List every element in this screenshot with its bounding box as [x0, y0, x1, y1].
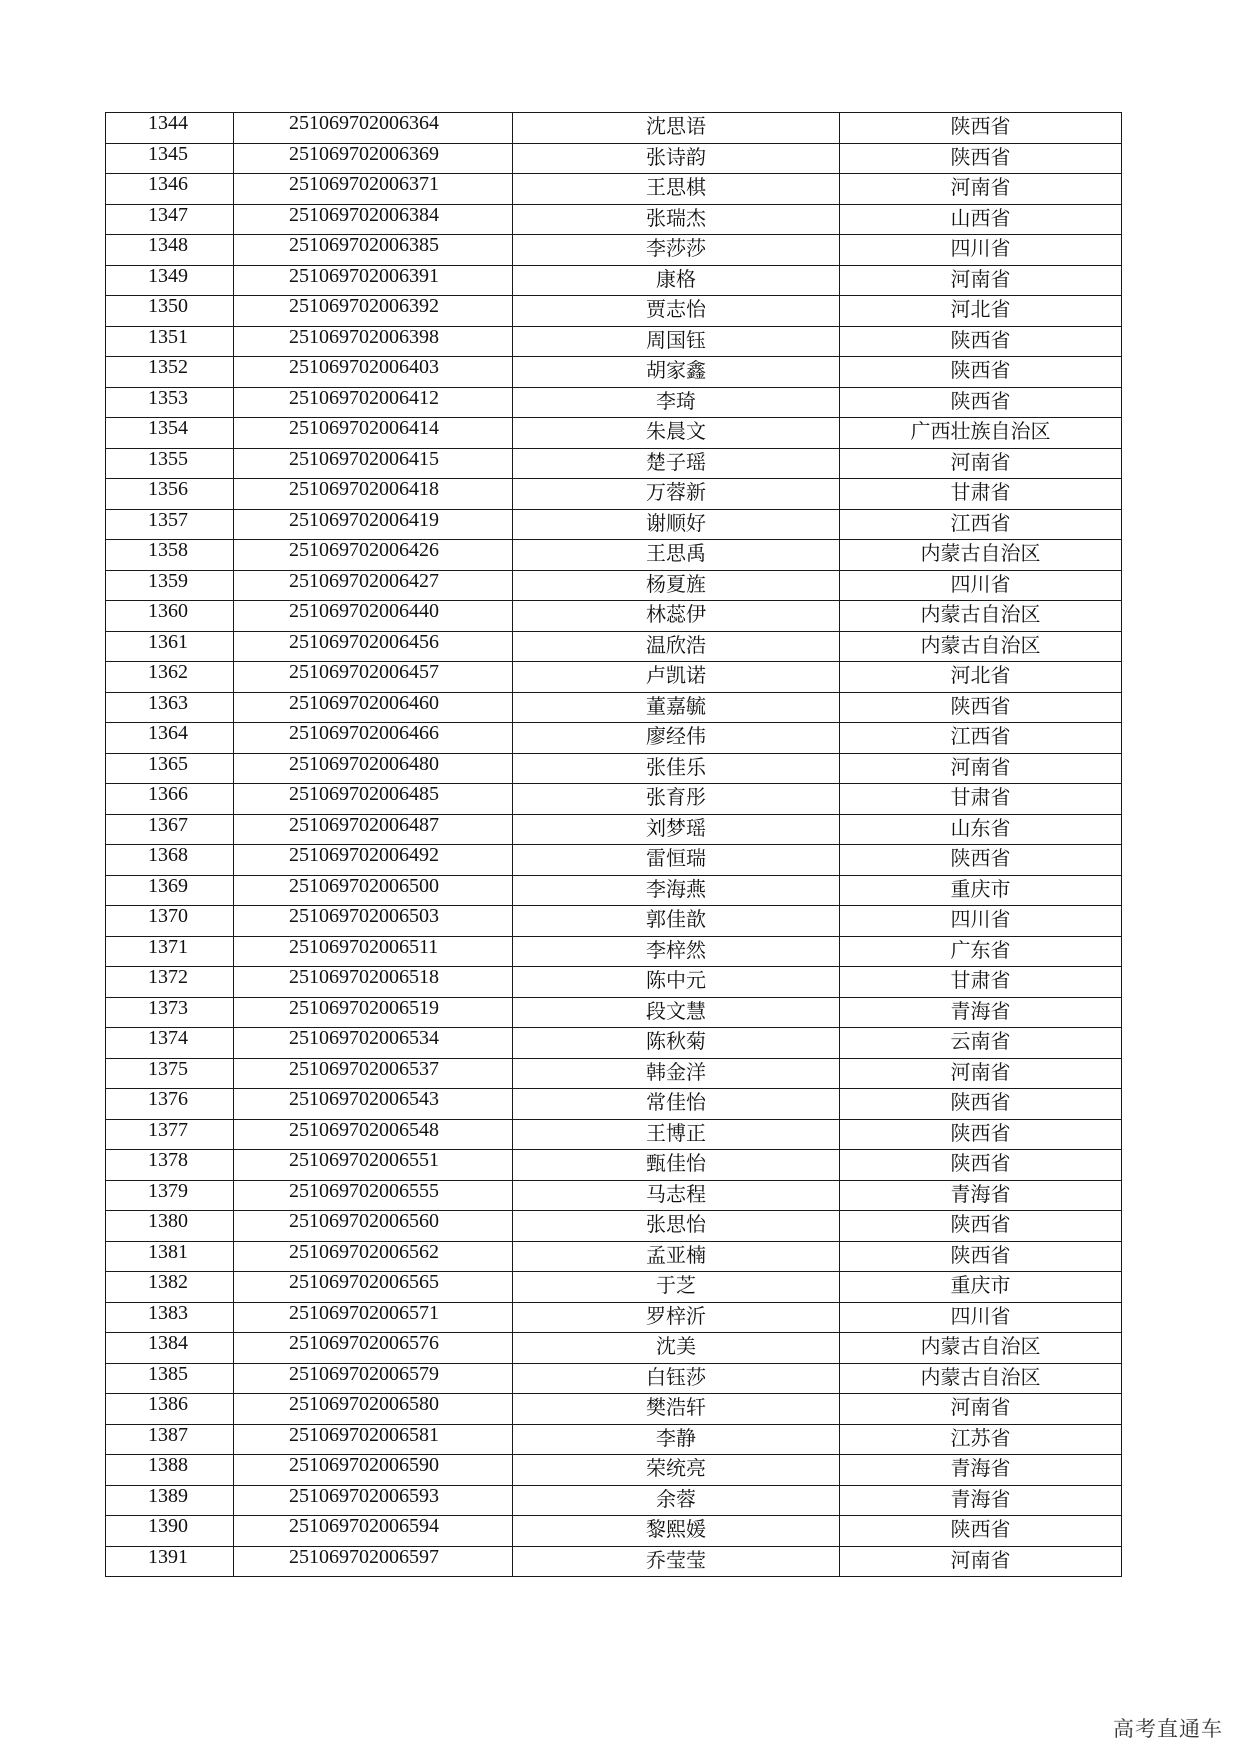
- cell-province: 河南省: [840, 753, 1122, 784]
- roster-table: [105, 112, 1122, 1577]
- cell-seq: 1372: [106, 967, 234, 998]
- table-row: [106, 1394, 1122, 1425]
- cell-seq: 1374: [106, 1028, 234, 1059]
- cell-province: 四川省: [840, 1302, 1122, 1333]
- cell-candidate-id: 251069702006518: [234, 967, 513, 998]
- cell-province: 陕西省: [840, 1119, 1122, 1150]
- cell-seq: 1391: [106, 1546, 234, 1577]
- cell-province: 河南省: [840, 448, 1122, 479]
- cell-province: 陕西省: [840, 326, 1122, 357]
- cell-candidate-id: 251069702006548: [234, 1119, 513, 1150]
- table-row: [106, 784, 1122, 815]
- cell-province: 内蒙古自治区: [840, 601, 1122, 632]
- table-row: [106, 967, 1122, 998]
- cell-candidate-id: 251069702006565: [234, 1272, 513, 1303]
- cell-name: 李莎莎: [513, 235, 840, 266]
- cell-candidate-id: 251069702006503: [234, 906, 513, 937]
- cell-name: 张育彤: [513, 784, 840, 815]
- cell-seq: 1349: [106, 265, 234, 296]
- cell-name: 李静: [513, 1424, 840, 1455]
- cell-province: 河南省: [840, 1394, 1122, 1425]
- table-row: [106, 1272, 1122, 1303]
- table-row: [106, 570, 1122, 601]
- cell-seq: 1375: [106, 1058, 234, 1089]
- cell-seq: 1350: [106, 296, 234, 327]
- cell-seq: 1369: [106, 875, 234, 906]
- cell-name: 樊浩轩: [513, 1394, 840, 1425]
- table-row: [106, 1516, 1122, 1547]
- cell-candidate-id: 251069702006398: [234, 326, 513, 357]
- cell-name: 王博正: [513, 1119, 840, 1150]
- cell-seq: 1353: [106, 387, 234, 418]
- cell-name: 沈思语: [513, 113, 840, 144]
- cell-province: 甘肃省: [840, 784, 1122, 815]
- cell-candidate-id: 251069702006466: [234, 723, 513, 754]
- table-row: [106, 387, 1122, 418]
- cell-province: 陕西省: [840, 1089, 1122, 1120]
- cell-candidate-id: 251069702006385: [234, 235, 513, 266]
- cell-candidate-id: 251069702006418: [234, 479, 513, 510]
- cell-seq: 1385: [106, 1363, 234, 1394]
- cell-province: 陕西省: [840, 1150, 1122, 1181]
- table-row: [106, 1455, 1122, 1486]
- cell-province: 河北省: [840, 662, 1122, 693]
- cell-province: 重庆市: [840, 875, 1122, 906]
- cell-province: 内蒙古自治区: [840, 540, 1122, 571]
- cell-seq: 1354: [106, 418, 234, 449]
- table-row: [106, 875, 1122, 906]
- cell-candidate-id: 251069702006560: [234, 1211, 513, 1242]
- table-row: [106, 1058, 1122, 1089]
- cell-province: 青海省: [840, 997, 1122, 1028]
- cell-candidate-id: 251069702006384: [234, 204, 513, 235]
- cell-name: 廖经伟: [513, 723, 840, 754]
- cell-candidate-id: 251069702006419: [234, 509, 513, 540]
- cell-seq: 1357: [106, 509, 234, 540]
- cell-province: 陕西省: [840, 113, 1122, 144]
- cell-candidate-id: 251069702006579: [234, 1363, 513, 1394]
- cell-province: 四川省: [840, 235, 1122, 266]
- cell-name: 康格: [513, 265, 840, 296]
- cell-seq: 1347: [106, 204, 234, 235]
- cell-province: 河南省: [840, 174, 1122, 205]
- cell-name: 李梓然: [513, 936, 840, 967]
- cell-candidate-id: 251069702006414: [234, 418, 513, 449]
- cell-province: 陕西省: [840, 1516, 1122, 1547]
- cell-seq: 1371: [106, 936, 234, 967]
- cell-candidate-id: 251069702006593: [234, 1485, 513, 1516]
- cell-province: 四川省: [840, 570, 1122, 601]
- cell-province: 江西省: [840, 509, 1122, 540]
- cell-seq: 1351: [106, 326, 234, 357]
- cell-candidate-id: 251069702006412: [234, 387, 513, 418]
- cell-candidate-id: 251069702006480: [234, 753, 513, 784]
- table-row: [106, 296, 1122, 327]
- cell-province: 陕西省: [840, 357, 1122, 388]
- cell-seq: 1366: [106, 784, 234, 815]
- cell-candidate-id: 251069702006511: [234, 936, 513, 967]
- cell-province: 河南省: [840, 1058, 1122, 1089]
- cell-seq: 1364: [106, 723, 234, 754]
- table-row: [106, 723, 1122, 754]
- cell-seq: 1386: [106, 1394, 234, 1425]
- cell-province: 甘肃省: [840, 479, 1122, 510]
- cell-seq: 1388: [106, 1455, 234, 1486]
- table-row: [106, 1089, 1122, 1120]
- cell-name: 陈秋菊: [513, 1028, 840, 1059]
- cell-province: 内蒙古自治区: [840, 631, 1122, 662]
- cell-seq: 1383: [106, 1302, 234, 1333]
- table-row: [106, 1302, 1122, 1333]
- table-row: [106, 997, 1122, 1028]
- table-row: [106, 662, 1122, 693]
- cell-candidate-id: 251069702006415: [234, 448, 513, 479]
- cell-seq: 1345: [106, 143, 234, 174]
- cell-candidate-id: 251069702006594: [234, 1516, 513, 1547]
- cell-name: 温欣浩: [513, 631, 840, 662]
- cell-seq: 1355: [106, 448, 234, 479]
- cell-seq: 1358: [106, 540, 234, 571]
- table-row: [106, 265, 1122, 296]
- cell-seq: 1382: [106, 1272, 234, 1303]
- cell-name: 杨夏旌: [513, 570, 840, 601]
- table-row: [106, 448, 1122, 479]
- cell-name: 雷恒瑞: [513, 845, 840, 876]
- cell-seq: 1379: [106, 1180, 234, 1211]
- table-row: [106, 1485, 1122, 1516]
- cell-candidate-id: 251069702006485: [234, 784, 513, 815]
- table-row: [106, 1424, 1122, 1455]
- cell-province: 陕西省: [840, 1211, 1122, 1242]
- cell-province: 陕西省: [840, 1241, 1122, 1272]
- table-row: [106, 936, 1122, 967]
- cell-name: 余蓉: [513, 1485, 840, 1516]
- cell-seq: 1360: [106, 601, 234, 632]
- table-row: [106, 814, 1122, 845]
- cell-candidate-id: 251069702006487: [234, 814, 513, 845]
- cell-candidate-id: 251069702006562: [234, 1241, 513, 1272]
- cell-seq: 1381: [106, 1241, 234, 1272]
- cell-name: 王思棋: [513, 174, 840, 205]
- cell-province: 江苏省: [840, 1424, 1122, 1455]
- cell-candidate-id: 251069702006580: [234, 1394, 513, 1425]
- cell-name: 常佳怡: [513, 1089, 840, 1120]
- cell-seq: 1352: [106, 357, 234, 388]
- cell-candidate-id: 251069702006534: [234, 1028, 513, 1059]
- cell-candidate-id: 251069702006369: [234, 143, 513, 174]
- table-row: [106, 845, 1122, 876]
- cell-seq: 1390: [106, 1516, 234, 1547]
- table-row: [106, 326, 1122, 357]
- cell-name: 张思怡: [513, 1211, 840, 1242]
- cell-seq: 1361: [106, 631, 234, 662]
- cell-province: 青海省: [840, 1455, 1122, 1486]
- cell-candidate-id: 251069702006364: [234, 113, 513, 144]
- cell-candidate-id: 251069702006571: [234, 1302, 513, 1333]
- table-row: [106, 601, 1122, 632]
- table-row: [106, 1180, 1122, 1211]
- cell-province: 云南省: [840, 1028, 1122, 1059]
- cell-name: 王思禹: [513, 540, 840, 571]
- cell-candidate-id: 251069702006426: [234, 540, 513, 571]
- cell-seq: 1380: [106, 1211, 234, 1242]
- cell-province: 四川省: [840, 906, 1122, 937]
- cell-province: 内蒙古自治区: [840, 1333, 1122, 1364]
- table-row: [106, 1333, 1122, 1364]
- cell-name: 段文慧: [513, 997, 840, 1028]
- cell-name: 林蕊伊: [513, 601, 840, 632]
- cell-province: 甘肃省: [840, 967, 1122, 998]
- cell-name: 贾志怡: [513, 296, 840, 327]
- cell-seq: 1367: [106, 814, 234, 845]
- cell-name: 陈中元: [513, 967, 840, 998]
- cell-seq: 1376: [106, 1089, 234, 1120]
- cell-name: 乔莹莹: [513, 1546, 840, 1577]
- table-row: [106, 631, 1122, 662]
- table-row: [106, 1028, 1122, 1059]
- watermark-text: 高考直通车: [1113, 1717, 1223, 1741]
- table-row: [106, 1546, 1122, 1577]
- cell-seq: 1348: [106, 235, 234, 266]
- cell-name: 甄佳怡: [513, 1150, 840, 1181]
- table-row: [106, 540, 1122, 571]
- table-row: [106, 1150, 1122, 1181]
- cell-seq: 1387: [106, 1424, 234, 1455]
- cell-seq: 1373: [106, 997, 234, 1028]
- table-row: [106, 143, 1122, 174]
- table-row: [106, 235, 1122, 266]
- cell-name: 沈美: [513, 1333, 840, 1364]
- cell-candidate-id: 251069702006492: [234, 845, 513, 876]
- cell-seq: 1378: [106, 1150, 234, 1181]
- cell-province: 河北省: [840, 296, 1122, 327]
- cell-name: 万蓉新: [513, 479, 840, 510]
- cell-name: 谢顺好: [513, 509, 840, 540]
- cell-province: 江西省: [840, 723, 1122, 754]
- cell-name: 荣统亮: [513, 1455, 840, 1486]
- cell-province: 青海省: [840, 1485, 1122, 1516]
- table-row: [106, 692, 1122, 723]
- cell-name: 李海燕: [513, 875, 840, 906]
- cell-name: 黎熙媛: [513, 1516, 840, 1547]
- cell-candidate-id: 251069702006590: [234, 1455, 513, 1486]
- cell-name: 韩金洋: [513, 1058, 840, 1089]
- cell-province: 重庆市: [840, 1272, 1122, 1303]
- cell-name: 卢凯诺: [513, 662, 840, 693]
- cell-candidate-id: 251069702006551: [234, 1150, 513, 1181]
- table-row: [106, 1119, 1122, 1150]
- cell-province: 山西省: [840, 204, 1122, 235]
- cell-province: 陕西省: [840, 845, 1122, 876]
- cell-candidate-id: 251069702006576: [234, 1333, 513, 1364]
- cell-province: 内蒙古自治区: [840, 1363, 1122, 1394]
- cell-province: 陕西省: [840, 692, 1122, 723]
- cell-province: 广东省: [840, 936, 1122, 967]
- cell-candidate-id: 251069702006543: [234, 1089, 513, 1120]
- table-row: [106, 1211, 1122, 1242]
- cell-province: 河南省: [840, 265, 1122, 296]
- cell-candidate-id: 251069702006537: [234, 1058, 513, 1089]
- cell-name: 白钰莎: [513, 1363, 840, 1394]
- cell-candidate-id: 251069702006457: [234, 662, 513, 693]
- cell-name: 朱晨文: [513, 418, 840, 449]
- cell-name: 楚子瑶: [513, 448, 840, 479]
- table-row: [106, 753, 1122, 784]
- cell-name: 周国钰: [513, 326, 840, 357]
- cell-candidate-id: 251069702006460: [234, 692, 513, 723]
- cell-name: 胡家鑫: [513, 357, 840, 388]
- cell-candidate-id: 251069702006371: [234, 174, 513, 205]
- cell-name: 董嘉毓: [513, 692, 840, 723]
- cell-candidate-id: 251069702006555: [234, 1180, 513, 1211]
- table-row: [106, 204, 1122, 235]
- cell-name: 李琦: [513, 387, 840, 418]
- cell-name: 张诗韵: [513, 143, 840, 174]
- cell-province: 陕西省: [840, 387, 1122, 418]
- table-row: [106, 357, 1122, 388]
- table-row: [106, 174, 1122, 205]
- cell-name: 张瑞杰: [513, 204, 840, 235]
- table-row: [106, 418, 1122, 449]
- cell-seq: 1368: [106, 845, 234, 876]
- cell-seq: 1370: [106, 906, 234, 937]
- cell-candidate-id: 251069702006403: [234, 357, 513, 388]
- cell-seq: 1359: [106, 570, 234, 601]
- cell-seq: 1363: [106, 692, 234, 723]
- cell-province: 青海省: [840, 1180, 1122, 1211]
- cell-candidate-id: 251069702006440: [234, 601, 513, 632]
- cell-candidate-id: 251069702006427: [234, 570, 513, 601]
- cell-candidate-id: 251069702006519: [234, 997, 513, 1028]
- cell-seq: 1365: [106, 753, 234, 784]
- cell-name: 于芝: [513, 1272, 840, 1303]
- cell-candidate-id: 251069702006581: [234, 1424, 513, 1455]
- table-row: [106, 906, 1122, 937]
- cell-candidate-id: 251069702006392: [234, 296, 513, 327]
- cell-seq: 1377: [106, 1119, 234, 1150]
- table-row: [106, 1241, 1122, 1272]
- cell-name: 马志程: [513, 1180, 840, 1211]
- table-row: [106, 113, 1122, 144]
- cell-province: 山东省: [840, 814, 1122, 845]
- cell-name: 罗梓沂: [513, 1302, 840, 1333]
- cell-candidate-id: 251069702006391: [234, 265, 513, 296]
- cell-name: 刘梦瑶: [513, 814, 840, 845]
- cell-seq: 1362: [106, 662, 234, 693]
- cell-candidate-id: 251069702006456: [234, 631, 513, 662]
- cell-name: 孟亚楠: [513, 1241, 840, 1272]
- cell-province: 河南省: [840, 1546, 1122, 1577]
- cell-seq: 1389: [106, 1485, 234, 1516]
- cell-name: 郭佳歆: [513, 906, 840, 937]
- cell-province: 广西壮族自治区: [840, 418, 1122, 449]
- cell-seq: 1346: [106, 174, 234, 205]
- cell-seq: 1356: [106, 479, 234, 510]
- cell-candidate-id: 251069702006500: [234, 875, 513, 906]
- cell-province: 陕西省: [840, 143, 1122, 174]
- cell-seq: 1384: [106, 1333, 234, 1364]
- table-row: [106, 1363, 1122, 1394]
- table-row: [106, 509, 1122, 540]
- cell-name: 张佳乐: [513, 753, 840, 784]
- table-row: [106, 479, 1122, 510]
- cell-candidate-id: 251069702006597: [234, 1546, 513, 1577]
- cell-seq: 1344: [106, 113, 234, 144]
- roster-body: [106, 113, 1122, 1577]
